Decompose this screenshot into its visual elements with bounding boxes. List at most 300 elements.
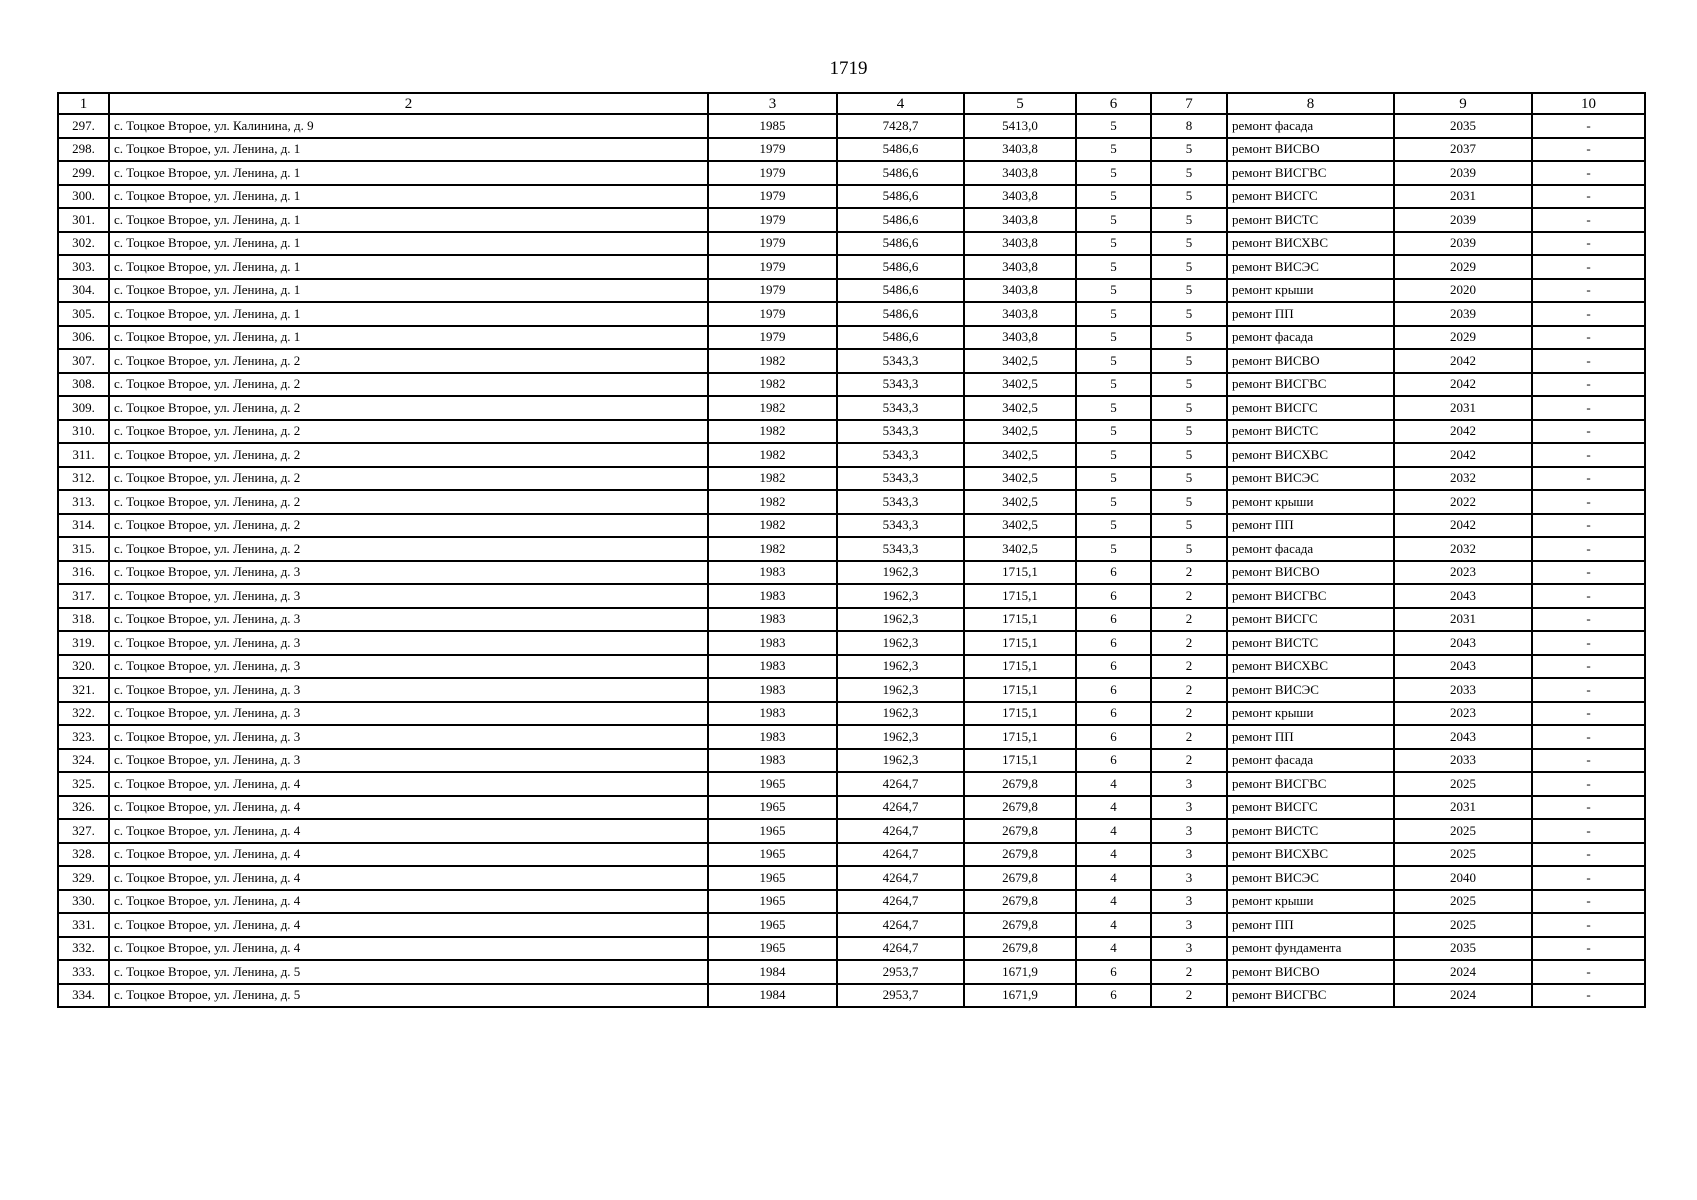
total-area-cell: 1962,3 (837, 749, 964, 773)
row-number-cell: 305. (58, 302, 109, 326)
row-number-cell: 315. (58, 537, 109, 561)
planned-year-cell: 2039 (1394, 161, 1532, 185)
planned-year-cell: 2020 (1394, 279, 1532, 303)
repair-schedule-table (57, 92, 1646, 1008)
living-area-cell: 3403,8 (964, 302, 1076, 326)
work-type-cell: ремонт ВИСВО (1227, 349, 1394, 373)
row-number-cell: 314. (58, 514, 109, 538)
total-area-cell: 4264,7 (837, 866, 964, 890)
note-cell: - (1532, 420, 1645, 444)
total-area-cell: 4264,7 (837, 890, 964, 914)
planned-year-cell: 2031 (1394, 396, 1532, 420)
work-type-cell: ремонт ВИСХВС (1227, 232, 1394, 256)
year-built-cell: 1983 (708, 561, 837, 585)
living-area-cell: 3403,8 (964, 185, 1076, 209)
year-built-cell: 1983 (708, 608, 837, 632)
year-built-cell: 1965 (708, 819, 837, 843)
living-area-cell: 3402,5 (964, 396, 1076, 420)
floors-cell: 5 (1076, 255, 1151, 279)
planned-year-cell: 2032 (1394, 537, 1532, 561)
row-number-cell: 320. (58, 655, 109, 679)
work-type-cell: ремонт ВИСГС (1227, 185, 1394, 209)
entrances-cell: 5 (1151, 443, 1227, 467)
row-number-cell: 313. (58, 490, 109, 514)
note-cell: - (1532, 185, 1645, 209)
floors-cell: 5 (1076, 208, 1151, 232)
row-number-cell: 326. (58, 796, 109, 820)
work-type-cell: ремонт ВИСГВС (1227, 161, 1394, 185)
row-number-cell: 307. (58, 349, 109, 373)
floors-cell: 5 (1076, 490, 1151, 514)
note-cell: - (1532, 326, 1645, 350)
living-area-cell: 3403,8 (964, 161, 1076, 185)
note-cell: - (1532, 725, 1645, 749)
address-cell: с. Тоцкое Второе, ул. Ленина, д. 2 (109, 349, 708, 373)
table-row (58, 467, 1645, 491)
living-area-cell: 3403,8 (964, 326, 1076, 350)
table-row (58, 984, 1645, 1008)
column-header-2: 2 (109, 93, 708, 114)
row-number-cell: 319. (58, 631, 109, 655)
work-type-cell: ремонт крыши (1227, 890, 1394, 914)
row-number-cell: 322. (58, 702, 109, 726)
row-number-cell: 297. (58, 114, 109, 138)
table-body (58, 114, 1645, 1007)
year-built-cell: 1983 (708, 749, 837, 773)
table-row (58, 255, 1645, 279)
year-built-cell: 1982 (708, 373, 837, 397)
total-area-cell: 5486,6 (837, 185, 964, 209)
living-area-cell: 3402,5 (964, 349, 1076, 373)
entrances-cell: 2 (1151, 725, 1227, 749)
table-header (58, 93, 1645, 114)
planned-year-cell: 2042 (1394, 349, 1532, 373)
living-area-cell: 1715,1 (964, 678, 1076, 702)
address-cell: с. Тоцкое Второе, ул. Ленина, д. 1 (109, 302, 708, 326)
address-cell: с. Тоцкое Второе, ул. Ленина, д. 1 (109, 208, 708, 232)
work-type-cell: ремонт ВИСВО (1227, 960, 1394, 984)
work-type-cell: ремонт крыши (1227, 490, 1394, 514)
work-type-cell: ремонт ВИСЭС (1227, 678, 1394, 702)
living-area-cell: 3402,5 (964, 443, 1076, 467)
total-area-cell: 5343,3 (837, 396, 964, 420)
year-built-cell: 1985 (708, 114, 837, 138)
table-row (58, 420, 1645, 444)
living-area-cell: 1671,9 (964, 960, 1076, 984)
note-cell: - (1532, 443, 1645, 467)
planned-year-cell: 2029 (1394, 326, 1532, 350)
note-cell: - (1532, 467, 1645, 491)
address-cell: с. Тоцкое Второе, ул. Калинина, д. 9 (109, 114, 708, 138)
planned-year-cell: 2024 (1394, 960, 1532, 984)
floors-cell: 6 (1076, 678, 1151, 702)
planned-year-cell: 2042 (1394, 420, 1532, 444)
address-cell: с. Тоцкое Второе, ул. Ленина, д. 1 (109, 232, 708, 256)
work-type-cell: ремонт ВИСГВС (1227, 772, 1394, 796)
address-cell: с. Тоцкое Второе, ул. Ленина, д. 3 (109, 678, 708, 702)
address-cell: с. Тоцкое Второе, ул. Ленина, д. 3 (109, 561, 708, 585)
total-area-cell: 5486,6 (837, 326, 964, 350)
row-number-cell: 302. (58, 232, 109, 256)
work-type-cell: ремонт ВИСГС (1227, 608, 1394, 632)
column-header-10: 10 (1532, 93, 1645, 114)
floors-cell: 5 (1076, 279, 1151, 303)
row-number-cell: 331. (58, 913, 109, 937)
page-number: 1719 (829, 58, 868, 79)
year-built-cell: 1965 (708, 937, 837, 961)
planned-year-cell: 2039 (1394, 208, 1532, 232)
table-row (58, 302, 1645, 326)
floors-cell: 5 (1076, 443, 1151, 467)
table-row (58, 185, 1645, 209)
row-number-cell: 301. (58, 208, 109, 232)
total-area-cell: 4264,7 (837, 819, 964, 843)
work-type-cell: ремонт ВИСТС (1227, 631, 1394, 655)
living-area-cell: 3403,8 (964, 232, 1076, 256)
living-area-cell: 3402,5 (964, 514, 1076, 538)
planned-year-cell: 2042 (1394, 514, 1532, 538)
floors-cell: 4 (1076, 819, 1151, 843)
column-header-6: 6 (1076, 93, 1151, 114)
year-built-cell: 1983 (708, 631, 837, 655)
work-type-cell: ремонт ПП (1227, 725, 1394, 749)
table-row (58, 208, 1645, 232)
floors-cell: 6 (1076, 608, 1151, 632)
total-area-cell: 5343,3 (837, 467, 964, 491)
work-type-cell: ремонт ВИСХВС (1227, 655, 1394, 679)
table-row (58, 725, 1645, 749)
note-cell: - (1532, 843, 1645, 867)
floors-cell: 4 (1076, 890, 1151, 914)
entrances-cell: 5 (1151, 255, 1227, 279)
total-area-cell: 5486,6 (837, 302, 964, 326)
row-number-cell: 309. (58, 396, 109, 420)
entrances-cell: 5 (1151, 537, 1227, 561)
note-cell: - (1532, 678, 1645, 702)
floors-cell: 5 (1076, 349, 1151, 373)
work-type-cell: ремонт фасада (1227, 326, 1394, 350)
note-cell: - (1532, 702, 1645, 726)
entrances-cell: 2 (1151, 561, 1227, 585)
living-area-cell: 1715,1 (964, 561, 1076, 585)
entrances-cell: 5 (1151, 279, 1227, 303)
work-type-cell: ремонт ПП (1227, 514, 1394, 538)
address-cell: с. Тоцкое Второе, ул. Ленина, д. 3 (109, 655, 708, 679)
table-row (58, 843, 1645, 867)
planned-year-cell: 2042 (1394, 443, 1532, 467)
total-area-cell: 5343,3 (837, 373, 964, 397)
living-area-cell: 2679,8 (964, 819, 1076, 843)
address-cell: с. Тоцкое Второе, ул. Ленина, д. 2 (109, 537, 708, 561)
note-cell: - (1532, 114, 1645, 138)
living-area-cell: 1715,1 (964, 655, 1076, 679)
year-built-cell: 1965 (708, 913, 837, 937)
planned-year-cell: 2025 (1394, 913, 1532, 937)
row-number-cell: 312. (58, 467, 109, 491)
entrances-cell: 5 (1151, 326, 1227, 350)
floors-cell: 5 (1076, 420, 1151, 444)
work-type-cell: ремонт крыши (1227, 279, 1394, 303)
work-type-cell: ремонт ПП (1227, 302, 1394, 326)
work-type-cell: ремонт ВИСГВС (1227, 584, 1394, 608)
row-number-cell: 333. (58, 960, 109, 984)
row-number-cell: 325. (58, 772, 109, 796)
note-cell: - (1532, 537, 1645, 561)
floors-cell: 5 (1076, 514, 1151, 538)
work-type-cell: ремонт ВИСВО (1227, 138, 1394, 162)
entrances-cell: 3 (1151, 866, 1227, 890)
total-area-cell: 1962,3 (837, 561, 964, 585)
table-row (58, 514, 1645, 538)
total-area-cell: 5486,6 (837, 279, 964, 303)
row-number-cell: 330. (58, 890, 109, 914)
work-type-cell: ремонт ВИСГС (1227, 396, 1394, 420)
row-number-cell: 329. (58, 866, 109, 890)
floors-cell: 6 (1076, 655, 1151, 679)
planned-year-cell: 2031 (1394, 185, 1532, 209)
total-area-cell: 4264,7 (837, 913, 964, 937)
note-cell: - (1532, 561, 1645, 585)
work-type-cell: ремонт ВИСЭС (1227, 866, 1394, 890)
address-cell: с. Тоцкое Второе, ул. Ленина, д. 4 (109, 843, 708, 867)
column-header-9: 9 (1394, 93, 1532, 114)
address-cell: с. Тоцкое Второе, ул. Ленина, д. 4 (109, 819, 708, 843)
living-area-cell: 3402,5 (964, 373, 1076, 397)
row-number-cell: 306. (58, 326, 109, 350)
table-row (58, 631, 1645, 655)
year-built-cell: 1965 (708, 772, 837, 796)
living-area-cell: 2679,8 (964, 937, 1076, 961)
planned-year-cell: 2043 (1394, 631, 1532, 655)
entrances-cell: 5 (1151, 373, 1227, 397)
address-cell: с. Тоцкое Второе, ул. Ленина, д. 1 (109, 161, 708, 185)
row-number-cell: 334. (58, 984, 109, 1008)
note-cell: - (1532, 984, 1645, 1008)
column-header-7: 7 (1151, 93, 1227, 114)
note-cell: - (1532, 279, 1645, 303)
entrances-cell: 5 (1151, 208, 1227, 232)
address-cell: с. Тоцкое Второе, ул. Ленина, д. 3 (109, 584, 708, 608)
entrances-cell: 5 (1151, 185, 1227, 209)
year-built-cell: 1982 (708, 396, 837, 420)
year-built-cell: 1979 (708, 326, 837, 350)
living-area-cell: 2679,8 (964, 866, 1076, 890)
living-area-cell: 1715,1 (964, 631, 1076, 655)
living-area-cell: 1715,1 (964, 584, 1076, 608)
year-built-cell: 1979 (708, 161, 837, 185)
living-area-cell: 1671,9 (964, 984, 1076, 1008)
note-cell: - (1532, 772, 1645, 796)
planned-year-cell: 2032 (1394, 467, 1532, 491)
note-cell: - (1532, 749, 1645, 773)
work-type-cell: ремонт ВИСТС (1227, 208, 1394, 232)
address-cell: с. Тоцкое Второе, ул. Ленина, д. 1 (109, 185, 708, 209)
address-cell: с. Тоцкое Второе, ул. Ленина, д. 3 (109, 749, 708, 773)
row-number-cell: 311. (58, 443, 109, 467)
total-area-cell: 1962,3 (837, 678, 964, 702)
work-type-cell: ремонт ВИСХВС (1227, 443, 1394, 467)
entrances-cell: 5 (1151, 302, 1227, 326)
total-area-cell: 5486,6 (837, 232, 964, 256)
living-area-cell: 3403,8 (964, 279, 1076, 303)
floors-cell: 5 (1076, 161, 1151, 185)
row-number-cell: 323. (58, 725, 109, 749)
floors-cell: 6 (1076, 584, 1151, 608)
floors-cell: 5 (1076, 326, 1151, 350)
entrances-cell: 2 (1151, 984, 1227, 1008)
floors-cell: 5 (1076, 138, 1151, 162)
row-number-cell: 298. (58, 138, 109, 162)
work-type-cell: ремонт ПП (1227, 913, 1394, 937)
address-cell: с. Тоцкое Второе, ул. Ленина, д. 3 (109, 725, 708, 749)
living-area-cell: 3402,5 (964, 467, 1076, 491)
entrances-cell: 8 (1151, 114, 1227, 138)
planned-year-cell: 2043 (1394, 584, 1532, 608)
work-type-cell: ремонт фундамента (1227, 937, 1394, 961)
year-built-cell: 1982 (708, 537, 837, 561)
planned-year-cell: 2022 (1394, 490, 1532, 514)
entrances-cell: 2 (1151, 631, 1227, 655)
total-area-cell: 1962,3 (837, 725, 964, 749)
row-number-cell: 318. (58, 608, 109, 632)
work-type-cell: ремонт ВИСГВС (1227, 373, 1394, 397)
table-row (58, 114, 1645, 138)
living-area-cell: 3403,8 (964, 255, 1076, 279)
table-row (58, 279, 1645, 303)
year-built-cell: 1983 (708, 725, 837, 749)
address-cell: с. Тоцкое Второе, ул. Ленина, д. 4 (109, 890, 708, 914)
table-row (58, 819, 1645, 843)
table-row (58, 749, 1645, 773)
floors-cell: 4 (1076, 843, 1151, 867)
entrances-cell: 2 (1151, 749, 1227, 773)
planned-year-cell: 2039 (1394, 232, 1532, 256)
floors-cell: 6 (1076, 702, 1151, 726)
work-type-cell: ремонт ВИСЭС (1227, 467, 1394, 491)
total-area-cell: 5343,3 (837, 443, 964, 467)
address-cell: с. Тоцкое Второе, ул. Ленина, д. 5 (109, 984, 708, 1008)
note-cell: - (1532, 349, 1645, 373)
entrances-cell: 5 (1151, 138, 1227, 162)
entrances-cell: 5 (1151, 514, 1227, 538)
total-area-cell: 1962,3 (837, 655, 964, 679)
table-row (58, 537, 1645, 561)
floors-cell: 5 (1076, 302, 1151, 326)
year-built-cell: 1984 (708, 960, 837, 984)
row-number-cell: 300. (58, 185, 109, 209)
floors-cell: 5 (1076, 396, 1151, 420)
table-row (58, 772, 1645, 796)
total-area-cell: 5486,6 (837, 208, 964, 232)
living-area-cell: 2679,8 (964, 772, 1076, 796)
table-row (58, 326, 1645, 350)
year-built-cell: 1982 (708, 490, 837, 514)
total-area-cell: 2953,7 (837, 960, 964, 984)
entrances-cell: 3 (1151, 843, 1227, 867)
table-row (58, 913, 1645, 937)
work-type-cell: ремонт ВИСГС (1227, 796, 1394, 820)
year-built-cell: 1979 (708, 208, 837, 232)
total-area-cell: 5343,3 (837, 490, 964, 514)
planned-year-cell: 2025 (1394, 890, 1532, 914)
year-built-cell: 1982 (708, 514, 837, 538)
floors-cell: 5 (1076, 185, 1151, 209)
table-row (58, 161, 1645, 185)
table-row (58, 796, 1645, 820)
planned-year-cell: 2031 (1394, 608, 1532, 632)
year-built-cell: 1983 (708, 678, 837, 702)
address-cell: с. Тоцкое Второе, ул. Ленина, д. 2 (109, 443, 708, 467)
address-cell: с. Тоцкое Второе, ул. Ленина, д. 3 (109, 608, 708, 632)
column-header-4: 4 (837, 93, 964, 114)
floors-cell: 6 (1076, 725, 1151, 749)
note-cell: - (1532, 960, 1645, 984)
address-cell: с. Тоцкое Второе, ул. Ленина, д. 1 (109, 138, 708, 162)
row-number-cell: 328. (58, 843, 109, 867)
note-cell: - (1532, 866, 1645, 890)
planned-year-cell: 2042 (1394, 373, 1532, 397)
address-cell: с. Тоцкое Второе, ул. Ленина, д. 1 (109, 255, 708, 279)
entrances-cell: 3 (1151, 913, 1227, 937)
total-area-cell: 5486,6 (837, 138, 964, 162)
entrances-cell: 2 (1151, 960, 1227, 984)
total-area-cell: 1962,3 (837, 702, 964, 726)
address-cell: с. Тоцкое Второе, ул. Ленина, д. 4 (109, 937, 708, 961)
floors-cell: 4 (1076, 772, 1151, 796)
work-type-cell: ремонт ВИСГВС (1227, 984, 1394, 1008)
year-built-cell: 1979 (708, 138, 837, 162)
living-area-cell: 3403,8 (964, 208, 1076, 232)
total-area-cell: 4264,7 (837, 843, 964, 867)
note-cell: - (1532, 232, 1645, 256)
table-row (58, 349, 1645, 373)
floors-cell: 6 (1076, 749, 1151, 773)
row-number-cell: 327. (58, 819, 109, 843)
floors-cell: 6 (1076, 960, 1151, 984)
living-area-cell: 5413,0 (964, 114, 1076, 138)
work-type-cell: ремонт ВИСЭС (1227, 255, 1394, 279)
row-number-cell: 304. (58, 279, 109, 303)
row-number-cell: 303. (58, 255, 109, 279)
year-built-cell: 1982 (708, 443, 837, 467)
address-cell: с. Тоцкое Второе, ул. Ленина, д. 2 (109, 420, 708, 444)
table-row (58, 584, 1645, 608)
table-row (58, 960, 1645, 984)
floors-cell: 5 (1076, 232, 1151, 256)
note-cell: - (1532, 138, 1645, 162)
planned-year-cell: 2031 (1394, 796, 1532, 820)
floors-cell: 4 (1076, 913, 1151, 937)
note-cell: - (1532, 913, 1645, 937)
year-built-cell: 1965 (708, 796, 837, 820)
year-built-cell: 1982 (708, 467, 837, 491)
work-type-cell: ремонт ВИСХВС (1227, 843, 1394, 867)
year-built-cell: 1965 (708, 843, 837, 867)
planned-year-cell: 2024 (1394, 984, 1532, 1008)
total-area-cell: 5343,3 (837, 537, 964, 561)
floors-cell: 4 (1076, 796, 1151, 820)
work-type-cell: ремонт крыши (1227, 702, 1394, 726)
table-row (58, 396, 1645, 420)
note-cell: - (1532, 208, 1645, 232)
table-row (58, 678, 1645, 702)
year-built-cell: 1979 (708, 279, 837, 303)
entrances-cell: 5 (1151, 349, 1227, 373)
living-area-cell: 2679,8 (964, 913, 1076, 937)
entrances-cell: 3 (1151, 937, 1227, 961)
work-type-cell: ремонт фасада (1227, 749, 1394, 773)
row-number-cell: 310. (58, 420, 109, 444)
